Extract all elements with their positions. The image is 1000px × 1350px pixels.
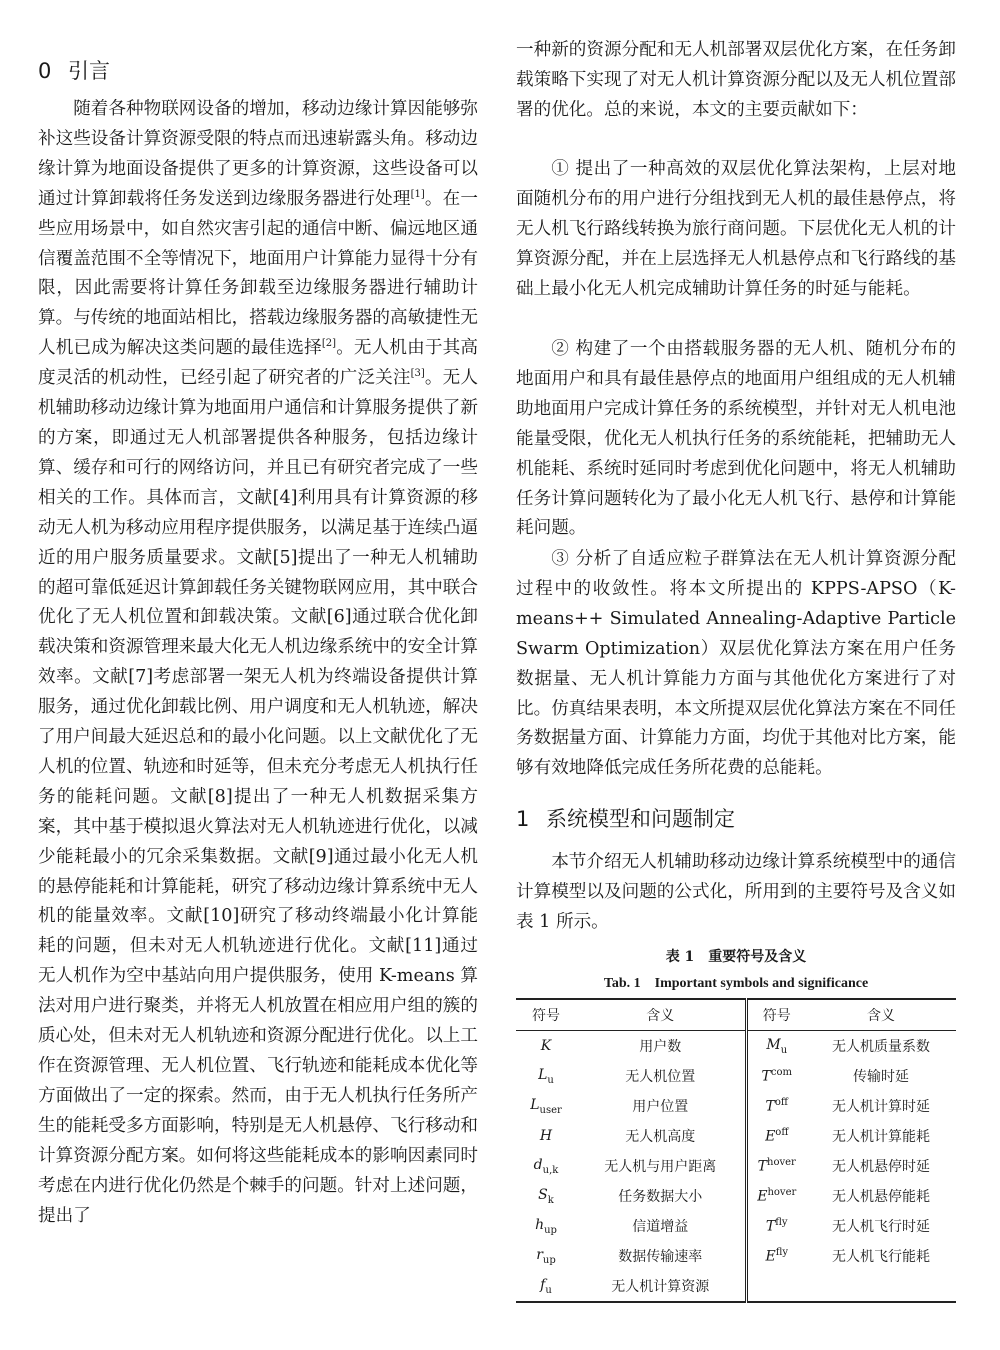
meaning-cell: 用户位置	[632, 1099, 689, 1115]
table-body	[516, 1031, 956, 1303]
section-heading-system-model	[516, 803, 735, 833]
table-row	[516, 1151, 956, 1181]
contribution-1-paragraph: ① 提出了一种高效的双层优化算法架构，上层对地面随机分布的用户进行分组找到无人机的最佳悬停点，将无人机飞行路线转换为旅行商问题。下层优化无人机的计算资源分配，并在上层选择无人机悬停点和飞行路线的基础上最小化无人机完成辅助计算任务的时延与能耗。	[516, 159, 956, 299]
section-1-paragraph: 本节介绍无人机辅助移动边缘计算系统模型中的通信计算模型以及问题的公式化，所用到的主要符号及含义如表 1 所示。	[516, 852, 956, 932]
meaning-cell: 传输时延	[853, 1069, 909, 1085]
symbol-cell	[746, 1271, 806, 1302]
table-header-cell: 符号	[532, 1008, 560, 1024]
symbol-cell: H	[539, 1128, 553, 1144]
intro-paragraph	[38, 95, 478, 1231]
symbols-table	[516, 998, 956, 1303]
table-row	[516, 1211, 956, 1241]
symbol-cell: $T^{com}$	[746, 1061, 806, 1091]
symbol-cell: $r_{up}$	[536, 1246, 556, 1266]
symbol-cell: $T^{hover}$	[746, 1151, 806, 1181]
symbol-cell: K	[540, 1038, 552, 1054]
section-title: 系统模型和问题制定	[546, 807, 735, 831]
meaning-cell: 无人机飞行能耗	[832, 1249, 930, 1265]
intro-text-1: 随着各种物联网设备的增加，移动边缘计算因能够弥补这些设备计算资源受限的特点而迅速崭露头角。移动边缘计算为地面设备提供了更多的计算资源，这些设备可以通过计算卸载将任务发送到边缘服务器进行处理	[38, 99, 478, 209]
table-row	[516, 1121, 956, 1151]
meaning-cell: 无人机悬停时延	[832, 1159, 930, 1175]
meaning-cell: 任务数据大小	[618, 1189, 703, 1205]
section-heading-intro	[38, 55, 110, 85]
table-row	[516, 1091, 956, 1121]
contribution-2-paragraph: ② 构建了一个由搭载服务器的无人机、随机分布的地面用户和具有最佳悬停点的地面用户组组成的无人机辅助地面用户完成计算任务的系统模型，并针对无人机电池能量受限，优化无人机执行任务的系统能耗，把辅助无人机能耗、系统时延同时考虑到优化问题中，将无人机辅助任务计算问题转化为了最小化无人机飞行、悬停和计算能耗问题。	[516, 339, 956, 539]
meaning-cell: 无人机位置	[625, 1069, 696, 1085]
meaning-cell: 无人机计算能耗	[832, 1129, 930, 1145]
symbol-cell: $L_u$	[538, 1066, 554, 1086]
table-caption-cn: 表 1 重要符号及含义	[665, 949, 807, 965]
table-header-cell: 符号	[746, 999, 806, 1031]
section-number: 1	[516, 807, 530, 831]
meaning-cell: 无人机计算时延	[832, 1099, 930, 1115]
meaning-cell: 无人机悬停能耗	[832, 1189, 930, 1205]
symbol-cell: $L_{user}$	[530, 1096, 562, 1116]
meaning-cell: 无人机与用户距离	[604, 1159, 717, 1175]
symbol-cell: $f_u$	[540, 1276, 552, 1296]
citation-2[interactable]: [2]	[321, 338, 337, 350]
citation-1[interactable]: [1]	[410, 188, 425, 200]
table-row	[516, 1181, 956, 1211]
symbol-cell: $E^{off}$	[746, 1121, 806, 1151]
meaning-cell: 用户数	[639, 1039, 682, 1055]
table-header-cell: 含义	[646, 1008, 675, 1024]
symbol-cell: $E^{fly}$	[746, 1241, 806, 1271]
citation-3[interactable]: [3]	[410, 368, 425, 380]
meaning-cell: 信道增益	[632, 1219, 689, 1235]
section-number: 0	[38, 59, 52, 83]
symbol-cell: $T^{off}$	[746, 1091, 806, 1121]
table-row	[516, 1061, 956, 1091]
meaning-cell: 无人机计算资源	[611, 1279, 710, 1295]
symbol-cell: $T^{fly}$	[746, 1211, 806, 1241]
table-row	[516, 1031, 956, 1062]
table-caption-en: Tab. 1 Important symbols and significance	[603, 976, 869, 991]
section-title: 引言	[68, 59, 110, 83]
meaning-cell: 无人机飞行时延	[832, 1219, 930, 1235]
intro-text-4: 。无人机辅助移动边缘计算为地面用户通信和计算服务提供了新的方案，即通过无人机部署提供各种服务，包括边缘计算、缓存和可行的网络访问，并且已有研究者完成了一些相关的工作。具体而言，文献[4]利用具有计算资源的移动无人机为移动应用程序提供服务，以满足基于连续凸逼近的用户服务质量要求。文献[5]提出了一种无人机辅助的超可靠低延迟计算卸载任务关键物联网应用，其中联合优化了无人机位置和卸载决策。文献[6]通过联合优化卸载决策和资源管理来最大化无人机边缘系统中的安全计算效率。文献[7]考虑部署一架无人机为终端设备提供计算服务，通过优化卸载比例、用户调度和无人机轨迹，解决了用户间最大延迟总和的最小化问题。以上文献优化了无人机的位置、轨迹和时延等，但未充分考虑无人机执行任务的能耗问题。文献[8]提出了一种无人机数据采集方案，其中基于模拟退火算法对无人机轨迹进行优化，以减少能耗最小的冗余采集数据。文献[9]通过最小化无人机的悬停能耗和计算能耗，研究了移动边缘计算系统中无人机的能量效率。文献[10]研究了移动终端最小化计算能耗的问题，但未对无人机轨迹进行优化。文献[11]通过无人机作为空中基站向用户提供服务，使用 K-means 算法对用户进行聚类，并将无人机放置在相应用户组的簇的质心处，但未对无人机轨迹和资源分配进行优化。以上工作在资源管理、无人机位置、飞行轨迹和能耗成本优化等方面做出了一定的探索。然而，由于无人机执行任务所产生的能耗受多方面影响，特别是无人机悬停、飞行移动和计算资源分配方案。如何将这些能耗成本的影响因素同时考虑在内进行优化仍然是个棘手的问题。针对上述问题，提出了	[38, 368, 478, 1226]
table-row	[516, 1241, 956, 1271]
symbol-cell: $h_{up}$	[535, 1216, 557, 1236]
table-row	[516, 1271, 956, 1302]
symbol-cell: $d_{u,k}$	[533, 1156, 559, 1176]
meaning-cell: 数据传输速率	[618, 1249, 703, 1265]
table-header-row	[516, 999, 956, 1031]
symbol-cell: $S_k$	[538, 1186, 554, 1206]
meaning-cell	[806, 1271, 956, 1302]
intro-continuation-paragraph: 一种新的资源分配和无人机部署双层优化方案，在任务卸载策略下实现了对无人机计算资源分配以及无人机位置部署的优化。总的来说，本文的主要贡献如下：	[516, 40, 956, 120]
intro-text-3: 。无人机由于其高度灵活的机动性，已经引起了研究者的广泛关注	[38, 338, 478, 389]
symbol-cell: $E^{hover}$	[746, 1181, 806, 1211]
table-header-cell: 含义	[867, 1008, 895, 1024]
intro-text-2: 。在一些应用场景中，如自然灾害引起的通信中断、偏远地区通信覆盖范围不全等情况下，地面用户计算能力显得十分有限，因此需要将计算任务卸载至边缘服务器进行辅助计算。与传统的地面站相比，搭载边缘服务器的高敏捷性无人机已成为解决这类问题的最佳选择	[38, 188, 478, 359]
contribution-3-paragraph: ③ 分析了自适应粒子群算法在无人机计算资源分配过程中的收敛性。将本文所提出的 KPPS-APSO（K-means++ Simulated Annealing-Adaptive Particle Swarm Optimization）双层优化算法方案在用户任务数据量、无人机计算能力方面与其他优化方案进行了对比。仿真结果表明，本文所提双层优化算法方案在不同任务数据量方面、计算能力方面，均优于其他对比方案，能够有效地降低完成任务所花费的总能耗。	[516, 549, 956, 779]
meaning-cell: 无人机质量系数	[832, 1039, 930, 1055]
symbol-cell: $M_u$	[746, 1031, 806, 1062]
meaning-cell: 无人机高度	[625, 1129, 696, 1145]
